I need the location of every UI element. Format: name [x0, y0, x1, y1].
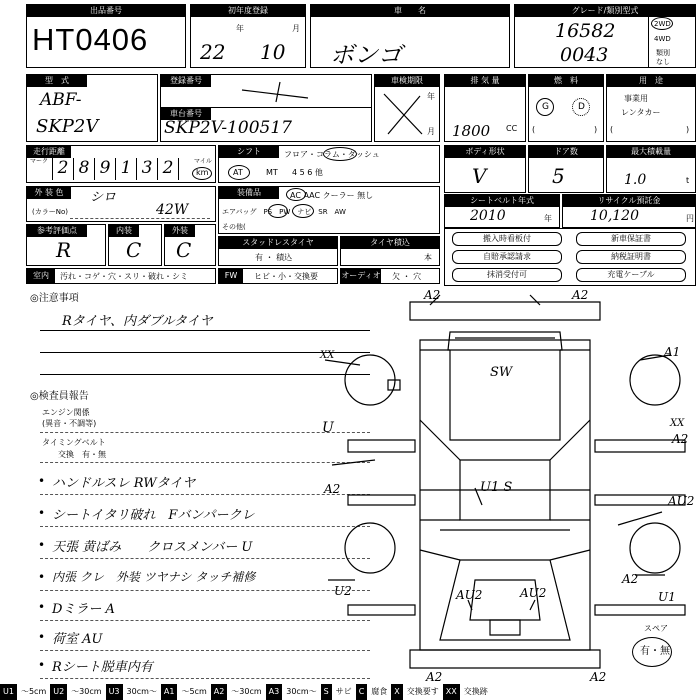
equip-ac-circle [286, 188, 306, 201]
equip-ps-circle [268, 204, 288, 218]
mileage-digit: 9 [94, 158, 115, 180]
mileage-digit: 8 [73, 158, 94, 180]
inspector-item: シートイタリ破れ Fバンパークレ [52, 508, 255, 523]
legend-key: A1 [161, 684, 178, 700]
insp-year: 年 [427, 92, 435, 101]
model-2: SKP2V [36, 116, 99, 137]
legend-value: 腐食 [371, 687, 388, 696]
year-unit: 年 [236, 24, 244, 33]
room-label: 室内 [27, 269, 55, 283]
mark-u2-left: U2 [334, 584, 352, 598]
mark-a2-bm: A2 [622, 572, 639, 586]
body-label: ボディ形状 [445, 146, 525, 158]
cc-unit: CC [506, 124, 518, 133]
color-no-label: (カラーNo) [32, 208, 68, 216]
purpose-label: 用 途 [607, 75, 695, 87]
reg-strike [240, 78, 310, 104]
notes-title: ◎注意事項 [30, 293, 79, 304]
doc-btn-5: 抹消受付可 [452, 268, 562, 282]
mark-au2-bm: AU2 [520, 586, 547, 600]
grade-2: 0043 [560, 44, 609, 66]
chassis-no: SKP2V-100517 [164, 118, 292, 138]
shift-gears: 4 5 6 他 [292, 168, 323, 177]
car-name-label: 車 名 [311, 5, 509, 17]
type-class-1: 類別 [656, 49, 670, 57]
insp-month: 月 [427, 127, 435, 136]
purpose-paren-close: ) [686, 125, 690, 134]
equip-line-2: エアバッグ PS PW ナビ SR AW [222, 208, 346, 216]
legend-value: ～5cm [181, 687, 207, 696]
legend-value: サビ [335, 687, 352, 696]
doc-btn-6: 充電ケーブル [576, 268, 686, 282]
mark-u-left: U [322, 420, 334, 436]
recycle-yen: 円 [686, 214, 694, 223]
seatbelt-year: 2010 [470, 208, 506, 224]
shift-mt: MT [266, 168, 278, 177]
doc-btn-4: 納税証明書 [576, 250, 686, 264]
drive-4wd: 4WD [654, 35, 671, 43]
car-name: ボンゴ [330, 41, 402, 69]
recycle-label: リサイクル預託金 [563, 195, 695, 207]
mileage-digit: 1 [115, 158, 136, 180]
legend-key: U3 [106, 684, 123, 700]
model-label: 型 式 [27, 75, 87, 87]
seatbelt-label: シートベルト年式 [445, 195, 559, 207]
first-reg-label: 初年度登録 [191, 5, 305, 17]
color-no: 42W [156, 202, 189, 218]
interior-score: C [126, 238, 142, 262]
inspector-item: 荷室 AU [52, 632, 103, 647]
shift-options: フロア・コラム・ダッシュ [284, 150, 380, 159]
spare-opts: 有・無 [640, 646, 670, 657]
reg-no-label: 登録番号 [161, 75, 211, 87]
mark-a2-right: A2 [672, 432, 689, 446]
legend-value: ～30cm [71, 687, 102, 696]
inspector-item: Dミラー A [52, 602, 115, 617]
fuel-d: D [578, 102, 585, 112]
shift-label: シフト [219, 146, 279, 158]
tire-label: タイヤ積込 [341, 237, 439, 249]
legend-value: ～30cm [231, 687, 262, 696]
doc-btn-3: 自賠承認請求 [452, 250, 562, 264]
bullet: • [38, 474, 46, 488]
fuel-paren-open: ( [532, 125, 536, 134]
equip-label: 装備品 [219, 187, 279, 199]
mark-a2-top-left: A2 [424, 288, 441, 302]
fuel-paren-close: ) [594, 125, 598, 134]
inspector-item: ハンドルスレ RWタイヤ [52, 476, 196, 491]
model-1: ABF- [40, 90, 82, 110]
legend-value: 交換要す [406, 687, 439, 696]
bullet: • [38, 538, 46, 552]
bullet: • [38, 630, 46, 644]
timing-opts: 交換 有・無 [58, 450, 106, 459]
audio-opts: 欠 ・ 穴 [392, 272, 422, 281]
mileage-label: 走行距離 [27, 146, 71, 158]
inspector-item: 内張 クレ 外装 ツヤナシ タッチ補修 [52, 570, 256, 584]
mileage-digit: 2 [157, 158, 179, 180]
type-class-2: なし [656, 58, 670, 66]
studless-label: スタッドレスタイヤ [219, 237, 337, 249]
recycle-amount: 10,120 [590, 208, 639, 224]
fuel-label: 燃 料 [529, 75, 603, 87]
fuel-g: G [542, 102, 549, 112]
legend-key: U2 [50, 684, 67, 700]
legend-value: 交換跡 [463, 687, 488, 696]
drive-2wd: 2WD [654, 20, 671, 28]
damage-legend [0, 684, 700, 700]
legend-key: X [391, 684, 402, 700]
interior-label: 内装 [109, 225, 139, 237]
shift-colum-circle [323, 147, 357, 161]
purpose-1: 事業用 [624, 94, 648, 103]
ref-label: 参考評価点 [27, 225, 87, 237]
doors-label: ドア数 [529, 146, 603, 158]
studless-opts: 有 ・ 積込 [255, 253, 293, 262]
payload-unit: t [686, 176, 690, 185]
fw-opts: ヒビ・小・交換要 [254, 272, 318, 281]
mileage-unit-mile: マイル [194, 158, 212, 165]
inspector-title: ◎検査員報告 [30, 391, 89, 402]
bullet: • [38, 570, 46, 584]
payload-value: 1.0 [624, 172, 647, 188]
bullet: • [38, 506, 46, 520]
grade-label: グレード/類別型式 [515, 5, 695, 17]
legend-value: 30cm～ [286, 687, 317, 696]
shift-at: AT [233, 168, 243, 177]
doc-btn-1: 搬入時看板付 [452, 232, 562, 246]
fw-label: FW [219, 269, 243, 283]
legend-key: S [321, 684, 332, 700]
legend-key: C [356, 684, 368, 700]
inspector-item: 天張 黄ばみ クロスメンバー U [52, 540, 253, 555]
bullet: • [38, 658, 46, 672]
legend-value: ～5cm [20, 687, 47, 696]
mileage-digit: 2 [52, 158, 73, 180]
mark-a2-top-right: A2 [572, 288, 589, 302]
inspector-item: Rシート脱車内有 [52, 660, 153, 675]
mark-a1-right: A1 [664, 345, 681, 359]
mark-sw-roof: SW [490, 365, 513, 380]
legend-value: 30cm～ [126, 687, 157, 696]
first-reg-month: 10 [260, 40, 286, 64]
displacement-label: 排 気 量 [445, 75, 525, 87]
bullet: • [38, 600, 46, 614]
month-unit: 月 [292, 24, 300, 33]
mark-au2-bl: AU2 [456, 588, 483, 602]
ref-score: R [56, 238, 72, 262]
legend-key: A3 [266, 684, 283, 700]
purpose-2: レンタカー [621, 108, 661, 117]
body-value: V [472, 164, 487, 188]
doc-btn-2: 新車保証書 [576, 232, 686, 246]
mark-a2-left: A2 [324, 482, 341, 496]
exterior-score: C [176, 238, 192, 262]
room-opts: 汚れ・コゲ・穴・スリ・破れ・シミ [60, 272, 188, 281]
payload-label: 最大積載量 [607, 146, 695, 158]
legend-key: U1 [0, 684, 17, 700]
inspection-label: 車検期限 [375, 75, 439, 87]
tire-opts: 本 [424, 253, 432, 262]
mark-u1-right: U1 [658, 590, 676, 604]
seatbelt-year-unit: 年 [544, 214, 552, 223]
spare-label: スペア [644, 624, 668, 633]
lot-label: 出品番号 [27, 5, 185, 17]
color-label: 外 装 色 [27, 187, 71, 199]
exterior-label: 外装 [165, 225, 195, 237]
notes-line-1: Rタイヤ、内ダブルタイヤ [62, 314, 213, 329]
mark-au2-right: AU2 [668, 494, 695, 508]
engine-label: エンジン関係 [42, 408, 90, 417]
displacement: 1800 [452, 122, 491, 140]
equip-other: その他( [222, 223, 246, 231]
equip-pw-circle [292, 204, 314, 218]
mark-a2-bottom-right: A2 [590, 670, 607, 684]
inspection-strike [380, 90, 426, 138]
mileage-digits [52, 158, 179, 180]
first-reg-year: 22 [200, 40, 226, 64]
mileage-digit: 3 [136, 158, 157, 180]
mark-u1s-center: U1 S [480, 480, 513, 495]
legend-key: A2 [211, 684, 228, 700]
mark-a2-bottom-left: A2 [426, 670, 443, 684]
audio-label: オーディオ [341, 269, 381, 283]
equip-line-1: AC AAC クーラー 無し [290, 191, 374, 200]
color-value: シロ [90, 190, 117, 205]
grade-1: 16582 [555, 20, 616, 42]
mileage-mark: マーク [30, 158, 49, 165]
mark-xx-right: XX [670, 418, 685, 429]
engine-sub: (異音・不調等) [42, 419, 97, 428]
doors-value: 5 [552, 164, 565, 188]
legend-key: XX [443, 684, 460, 700]
chassis-label: 車台番号 [161, 108, 211, 120]
mileage-unit-km: km [196, 168, 209, 177]
lot-number: HT0406 [32, 22, 149, 57]
timing-label: タイミングベルト [42, 438, 106, 447]
purpose-paren-open: ( [610, 125, 614, 134]
mark-xx-left: XX [320, 350, 335, 361]
